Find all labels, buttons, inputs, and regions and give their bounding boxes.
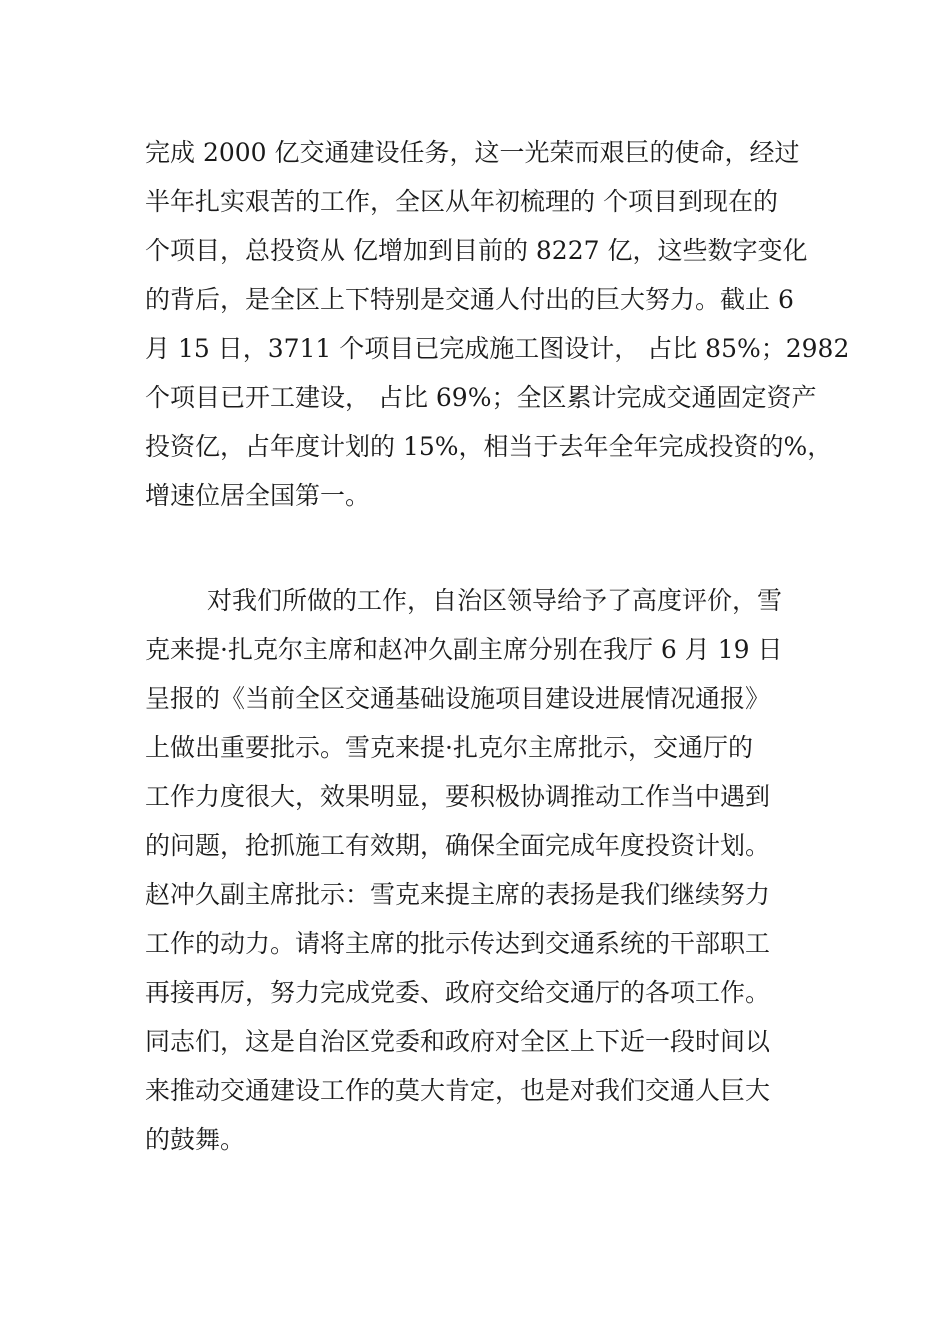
- text-line: 工作的动力。请将主席的批示传达到交通系统的干部职工: [145, 929, 771, 958]
- text-line: 呈报的《当前全区交通基础设施项目建设进展情况通报》: [145, 684, 771, 713]
- text-line-first: 对我们所做的工作，自治区领导给予了高度评价，雪: [207, 586, 783, 615]
- text-line: 月 15 日，3711 个项目已完成施工图设计， 占比 85%；2982: [145, 334, 850, 363]
- text-line: 个项目已开工建设， 占比 69%；全区累计完成交通固定资产: [145, 383, 817, 412]
- paragraph-2: [145, 576, 815, 1164]
- text-line: 增速位居全国第一。: [145, 481, 371, 510]
- text-line: 工作力度很大，效果明显，要积极协调推动工作当中遇到: [145, 782, 771, 811]
- paragraph-1: [145, 128, 850, 520]
- text-line: 再接再厉，努力完成党委、政府交给交通厅的各项工作。: [145, 978, 771, 1007]
- text-line: 个项目，总投资从 亿增加到目前的 8227 亿，这些数字变化: [145, 236, 808, 265]
- text-line: 的背后，是全区上下特别是交通人付出的巨大努力。截止 6: [145, 285, 794, 314]
- text-line: 来推动交通建设工作的莫大肯定，也是对我们交通人巨大: [145, 1076, 771, 1105]
- text-line: 的问题，抢抓施工有效期，确保全面完成年度投资计划。: [145, 831, 771, 860]
- text-line: 投资亿，占年度计划的 15%，相当于去年全年完成投资的%，: [145, 432, 833, 461]
- text-line: 上做出重要批示。雪克来提·扎克尔主席批示，交通厅的: [145, 733, 753, 762]
- text-line: 赵冲久副主席批示：雪克来提主席的表扬是我们继续努力: [145, 880, 771, 909]
- text-line: 半年扎实艰苦的工作，全区从年初梳理的 个项目到现在的: [145, 187, 778, 216]
- text-line: 的鼓舞。: [145, 1125, 246, 1154]
- text-line: 克来提·扎克尔主席和赵冲久副主席分别在我厅 6 月 19 日: [145, 635, 783, 664]
- text-line: 完成 2000 亿交通建设任务，这一光荣而艰巨的使命，经过: [145, 138, 800, 167]
- text-line: 同志们，这是自治区党委和政府对全区上下近一段时间以: [145, 1027, 771, 1056]
